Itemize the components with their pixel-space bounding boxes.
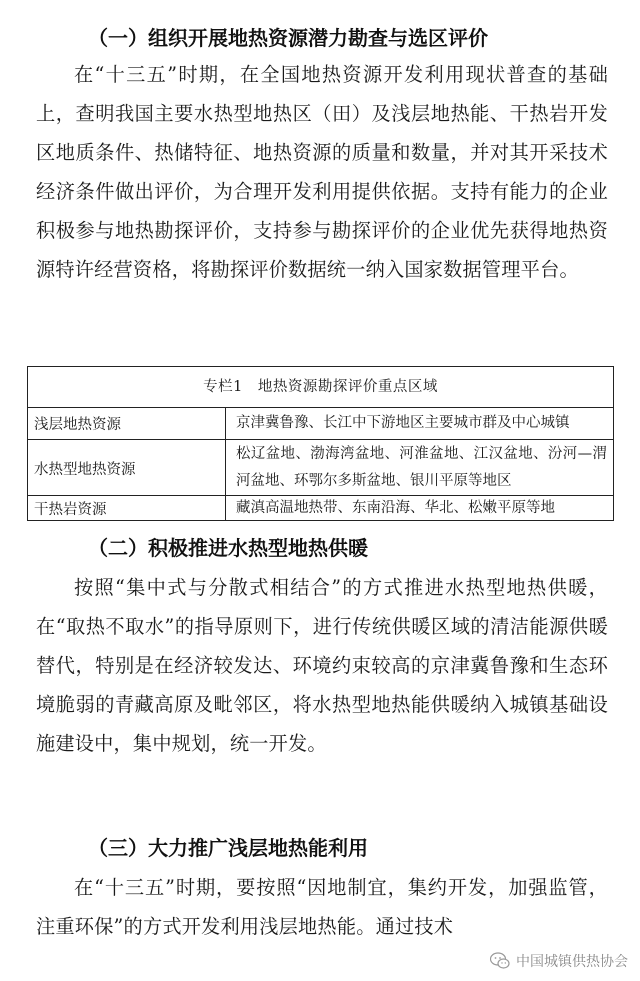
table-cell-type: 水热型地热资源	[28, 440, 226, 496]
section-3-heading: （三）大力推广浅层地热能利用	[88, 836, 368, 860]
table-cell-type: 浅层地热资源	[28, 407, 226, 439]
table-title: 专栏1 地热资源勘探评价重点区域	[28, 367, 613, 408]
wechat-icon	[490, 952, 510, 970]
section-2-heading: （二）积极推进水热型地热供暖	[88, 536, 368, 560]
section-1-heading: （一）组织开展地热资源潜力勘查与选区评价	[88, 26, 488, 50]
table-row	[28, 407, 613, 439]
section-3-paragraph: 在“十三五”时期，要按照“因地制宜，集约开发，加强监管，注重环保”的方式开发利用浅层地热能。通过技术	[36, 876, 608, 938]
table-cell-areas: 京津冀鲁豫、长江中下游地区主要城市群及中心城镇	[236, 414, 570, 431]
table-cell-type: 干热岩资源	[28, 496, 226, 521]
watermark	[490, 951, 628, 971]
watermark-text: 中国城镇供热协会	[516, 954, 628, 970]
section-1-paragraph: 在“十三五”时期，在全国地热资源开发利用现状普查的基础上，查明我国主要水热型地热区（田）及浅层地热能、干热岩开发区地质条件、热储特征、地热资源的质量和数量，并对其开采技术经济条件做出评价，为合理开发利用提供依据。支持有能力的企业积极参与地热勘探评价，支持参与勘探评价的企业优先获得地热资源特许经营资格，将勘探评价数据统一纳入国家数据管理平台。	[36, 63, 608, 281]
table-cell-areas: 藏滇高温地热带、东南沿海、华北、松嫩平原等地	[236, 500, 555, 516]
section-2-paragraph: 按照“集中式与分散式相结合”的方式推进水热型地热供暖，在“取热不取水”的指导原则下，进行传统供暖区域的清洁能源供暖替代，特别是在经济较发达、环境约束较高的京津冀鲁豫和生态环境脆弱的青藏高原及毗邻区，将水热型地热能供暖纳入城镇基础设施建设中，集中规划，统一开发。	[36, 576, 608, 755]
table-row	[28, 495, 613, 521]
table-cell-areas: 松辽盆地、渤海湾盆地、河淮盆地、江汉盆地、汾河—渭河盆地、环鄂尔多斯盆地、银川平原等地区	[236, 446, 607, 489]
key-areas-table	[27, 366, 614, 521]
table-row	[28, 439, 613, 496]
